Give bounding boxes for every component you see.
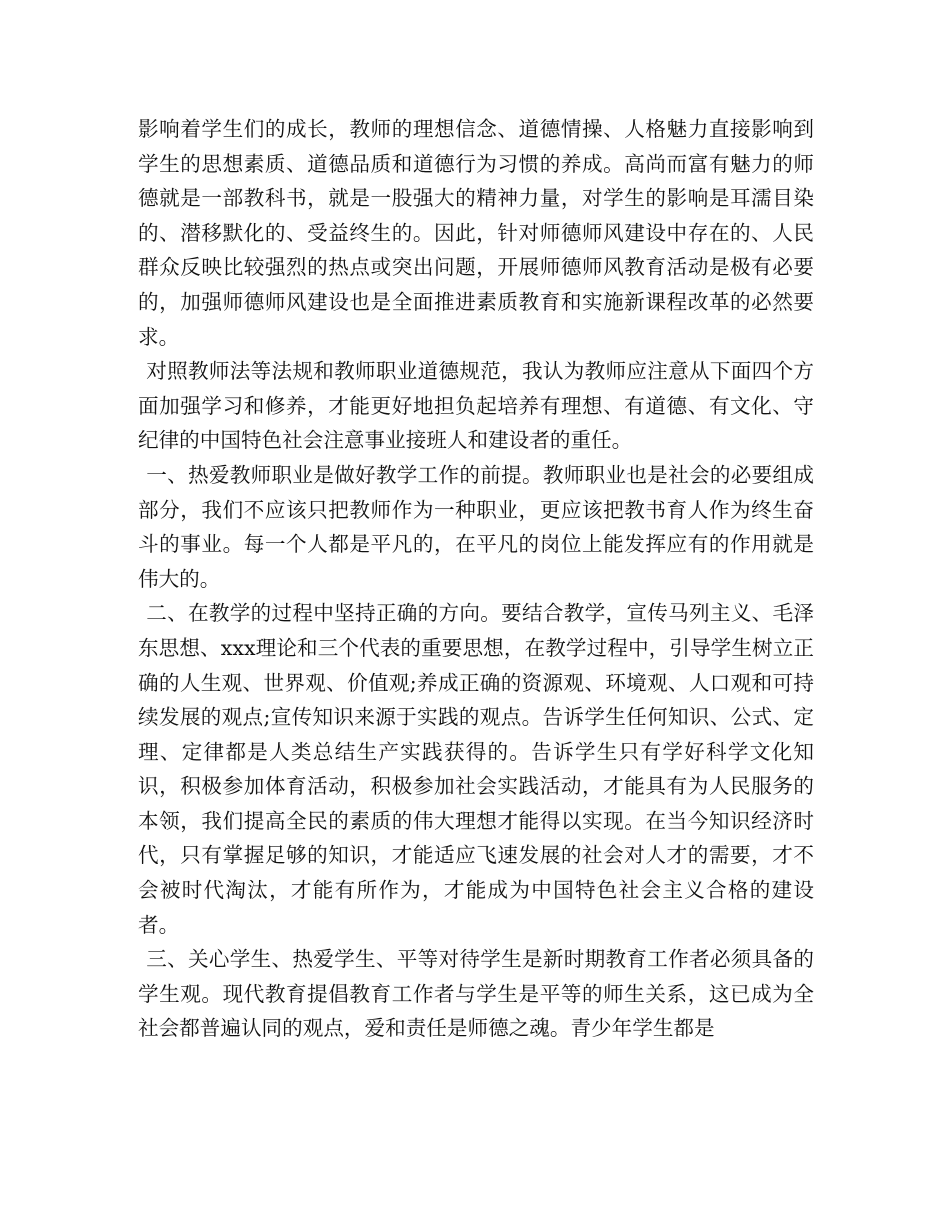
paragraph-4: 二、在教学的过程中坚持正确的方向。要结合教学，宣传马列主义、毛泽东思想、xxx理论和三个代表的重要思想，在教学过程中，引导学生树立正确的人生观、世界观、价值观;养成正确的资源观、环境观、人口观和可持续发展的观点;宣传知识来源于实践的观点。告诉学生任何知识、公式、定理、定律都是人类总结生产实践获得的。告诉学生只有学好科学文化知识，积极参加体育活动，积极参加社会实践活动，才能具有为人民服务的本领，我们提高全民的素质的伟大理想才能得以实现。在当今知识经济时代，只有掌握足够的知识，才能适应飞速发展的社会对人才的需要，才不会被时代淘汰，才能有所作为，才能成为中国特色社会主义合格的建设者。 xyxy=(138,601,814,937)
paragraph-5: 三、关心学生、热爱学生、平等对待学生是新时期教育工作者必须具备的学生观。现代教育提倡教育工作者与学生是平等的师生关系，这已成为全社会都普遍认同的观点，爱和责任是师德之魂。青少年学生都是 xyxy=(138,947,814,1041)
paragraph-2: 对照教师法等法规和教师职业道德规范，我认为教师应注意从下面四个方面加强学习和修养，才能更好地担负起培养有理想、有道德、有文化、守纪律的中国特色社会注意事业接班人和建设者的重任。 xyxy=(138,359,814,453)
paragraph-1: 影响着学生们的成长，教师的理想信念、道德情操、人格魅力直接影响到学生的思想素质、道德品质和道德行为习惯的养成。高尚而富有魅力的师德就是一部教科书，就是一股强大的精神力量，对学生的影响是耳濡目染的、潜移默化的、受益终生的。因此，针对师德师风建设中存在的、人民群众反映比较强烈的热点或突出问题，开展师德师风教育活动是极有必要的，加强师德师风建设也是全面推进素质教育和实施新课程改革的必然要求。 xyxy=(138,117,814,349)
document-page xyxy=(138,112,814,1046)
paragraph-3: 一、热爱教师职业是做好教学工作的前提。教师职业也是社会的必要组成部分，我们不应该只把教师作为一种职业，更应该把教书育人作为终生奋斗的事业。每一个人都是平凡的，在平凡的岗位上能发挥应有的作用就是伟大的。 xyxy=(138,462,814,591)
